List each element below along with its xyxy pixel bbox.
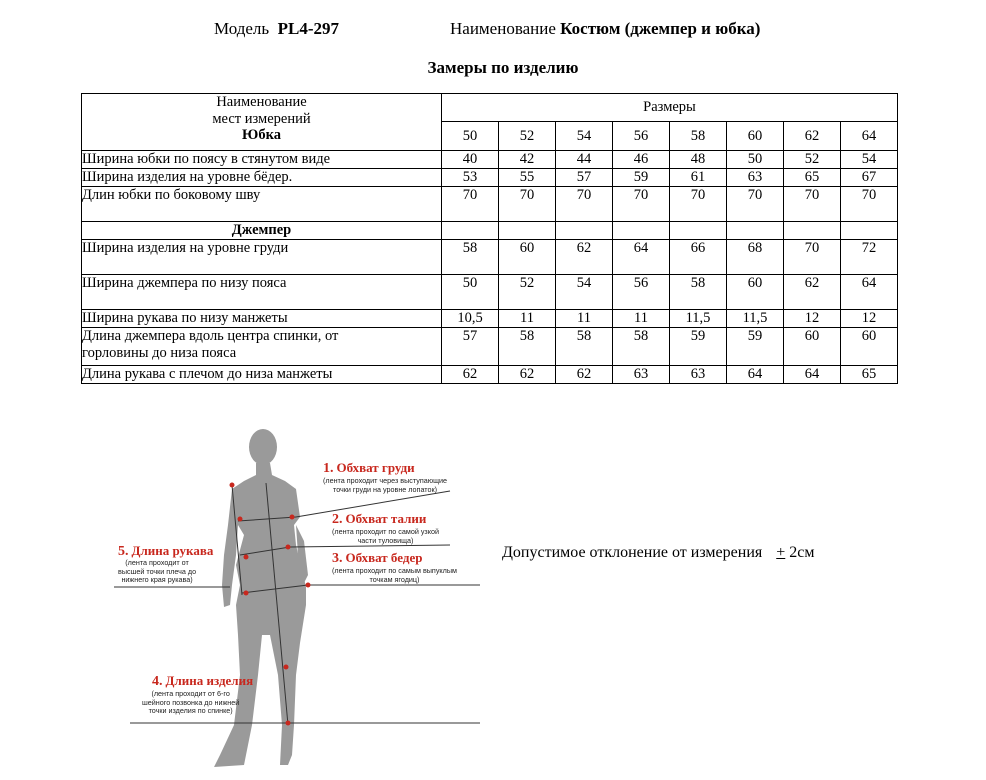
value-cell: 72 xyxy=(841,240,898,275)
size-cell: 60 xyxy=(727,122,784,151)
label-chest-desc: (лента проходит через выступающие точки груди на уровне лопаток) xyxy=(323,476,448,494)
label-length-title: 4. Длина изделия xyxy=(152,673,254,689)
value-cell: 42 xyxy=(499,151,556,169)
sizes-title: Размеры xyxy=(442,94,898,122)
row-label: Ширина изделия на уровне бёдер. xyxy=(82,169,442,187)
value-cell: 64 xyxy=(727,366,784,384)
measurement-figure xyxy=(110,425,490,780)
value-cell: 70 xyxy=(442,187,499,222)
value-cell: 57 xyxy=(556,169,613,187)
value-cell: 11,5 xyxy=(670,310,727,328)
value-cell: 52 xyxy=(499,275,556,310)
value-cell: 12 xyxy=(784,310,841,328)
value-cell: 48 xyxy=(670,151,727,169)
label-sleeve-desc: (лента проходит от высшей точки плеча до нижнего края рукава) xyxy=(118,558,197,584)
value-cell: 58 xyxy=(670,275,727,310)
value-cell: 54 xyxy=(556,275,613,310)
row-label: Длина рукава с плечом до низа манжеты xyxy=(82,366,442,384)
table-row xyxy=(82,151,898,169)
header-label-line1: Наименование xyxy=(216,94,307,110)
value-cell: 62 xyxy=(784,275,841,310)
value-cell: 65 xyxy=(841,366,898,384)
value-cell: 52 xyxy=(784,151,841,169)
table-row xyxy=(82,187,898,222)
jumper-section-title: Джемпер xyxy=(231,222,292,238)
label-length-desc: (лента проходит от 6-го шейного позвонка до нижней точки изделия по спинке) xyxy=(142,689,240,715)
tolerance-plus-minus: + xyxy=(776,544,786,561)
value-cell: 11,5 xyxy=(727,310,784,328)
size-cell: 62 xyxy=(784,122,841,151)
name-value: Костюм (джемпер и юбка) xyxy=(560,19,761,38)
value-cell: 70 xyxy=(670,187,727,222)
header xyxy=(0,19,986,41)
value-cell: 64 xyxy=(784,366,841,384)
value-cell: 70 xyxy=(613,187,670,222)
value-cell: 12 xyxy=(841,310,898,328)
table-row xyxy=(82,310,898,328)
value-cell: 60 xyxy=(784,328,841,366)
value-cell: 70 xyxy=(556,187,613,222)
model-value: PL4-297 xyxy=(277,19,340,38)
value-cell: 70 xyxy=(784,187,841,222)
value-cell: 50 xyxy=(727,151,784,169)
value-cell: 59 xyxy=(670,328,727,366)
value-cell: 53 xyxy=(442,169,499,187)
section-row xyxy=(82,222,898,240)
table-row xyxy=(82,328,898,366)
value-cell: 60 xyxy=(841,328,898,366)
value-cell: 57 xyxy=(442,328,499,366)
value-cell: 11 xyxy=(613,310,670,328)
value-cell: 70 xyxy=(727,187,784,222)
label-chest-title: 1. Обхват груди xyxy=(323,460,415,476)
value-cell: 63 xyxy=(727,169,784,187)
value-cell: 70 xyxy=(499,187,556,222)
tolerance-text: Допустимое отклонение от измерения xyxy=(502,544,763,561)
value-cell: 11 xyxy=(556,310,613,328)
row-label: Длин юбки по боковому шву xyxy=(82,187,442,222)
tolerance-value: 2см xyxy=(785,544,815,561)
row-label: Ширина рукава по низу манжеты xyxy=(82,310,442,328)
model-info xyxy=(214,19,339,39)
value-cell: 58 xyxy=(556,328,613,366)
row-label: Ширина джемпера по низу пояса xyxy=(82,275,442,310)
value-cell: 55 xyxy=(499,169,556,187)
value-cell: 59 xyxy=(613,169,670,187)
value-cell: 65 xyxy=(784,169,841,187)
value-cell: 60 xyxy=(499,240,556,275)
value-cell: 62 xyxy=(556,240,613,275)
table-row xyxy=(82,366,898,384)
table-row xyxy=(82,240,898,275)
name-label: Наименование xyxy=(450,19,556,38)
value-cell: 44 xyxy=(556,151,613,169)
value-cell: 70 xyxy=(841,187,898,222)
size-cell: 64 xyxy=(841,122,898,151)
value-cell: 60 xyxy=(727,275,784,310)
value-cell: 56 xyxy=(613,275,670,310)
value-cell: 62 xyxy=(499,366,556,384)
jumper-section-cell xyxy=(82,222,442,240)
model-label: Модель xyxy=(214,19,270,38)
size-cell: 58 xyxy=(670,122,727,151)
body-silhouette xyxy=(214,429,308,767)
header-label-line2: мест измерений xyxy=(212,111,311,127)
value-cell: 50 xyxy=(442,275,499,310)
row-label: Ширина юбки по поясу в стянутом виде xyxy=(82,151,442,169)
tolerance-note xyxy=(502,544,815,562)
value-cell: 67 xyxy=(841,169,898,187)
table-row xyxy=(82,169,898,187)
measurements-table xyxy=(81,93,898,384)
skirt-section-title: Юбка xyxy=(242,127,281,143)
label-hips-title: 3. Обхват бедер xyxy=(332,550,423,566)
row-label: Длина джемпера вдоль центра спинки, от горловины до низа пояса xyxy=(82,328,442,366)
value-cell: 58 xyxy=(442,240,499,275)
label-sleeve-title: 5. Длина рукава xyxy=(118,543,214,559)
label-waist-title: 2. Обхват талии xyxy=(332,511,427,527)
value-cell: 58 xyxy=(613,328,670,366)
value-cell: 64 xyxy=(613,240,670,275)
value-cell: 11 xyxy=(499,310,556,328)
label-waist-desc: (лента проходит по самой узкой части туловища) xyxy=(332,527,439,545)
row-label: Ширина изделия на уровне груди xyxy=(82,240,442,275)
value-cell: 64 xyxy=(841,275,898,310)
product-name-info xyxy=(450,19,760,39)
value-cell: 70 xyxy=(784,240,841,275)
value-cell: 62 xyxy=(556,366,613,384)
value-cell: 68 xyxy=(727,240,784,275)
size-cell: 54 xyxy=(556,122,613,151)
value-cell: 10,5 xyxy=(442,310,499,328)
size-cell: 50 xyxy=(442,122,499,151)
value-cell: 63 xyxy=(670,366,727,384)
size-cell: 52 xyxy=(499,122,556,151)
label-hips-desc: (лента проходит по самым выпуклым точкам ягодиц) xyxy=(332,566,457,584)
size-cell: 56 xyxy=(613,122,670,151)
value-cell: 59 xyxy=(727,328,784,366)
value-cell: 63 xyxy=(613,366,670,384)
value-cell: 58 xyxy=(499,328,556,366)
value-cell: 66 xyxy=(670,240,727,275)
value-cell: 46 xyxy=(613,151,670,169)
value-cell: 54 xyxy=(841,151,898,169)
value-cell: 61 xyxy=(670,169,727,187)
header-label-cell xyxy=(82,94,442,151)
value-cell: 62 xyxy=(442,366,499,384)
page-subtitle: Замеры по изделию xyxy=(427,58,579,77)
table-row xyxy=(82,275,898,310)
value-cell: 40 xyxy=(442,151,499,169)
